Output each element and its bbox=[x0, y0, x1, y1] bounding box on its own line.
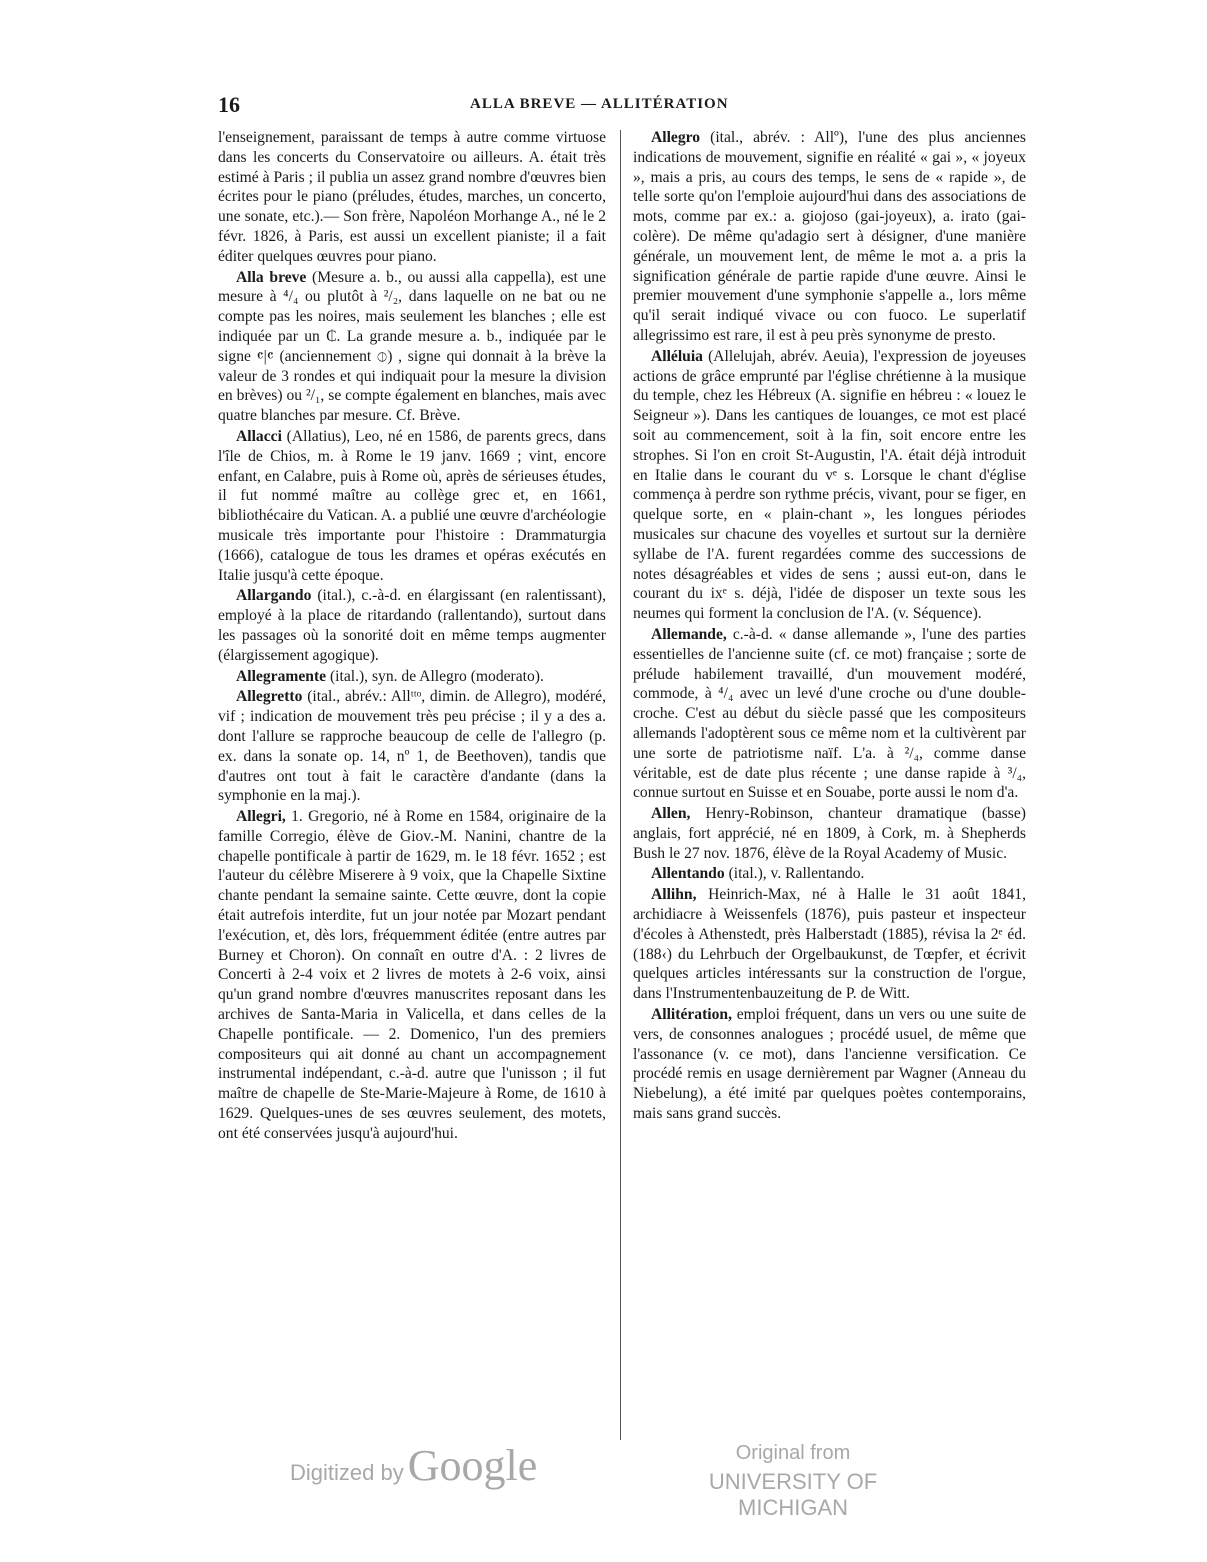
entry-headword: Allegro bbox=[651, 129, 701, 146]
entry-headword: Allegri, bbox=[236, 808, 286, 826]
entry-text: (ital.), v. Rallentando. bbox=[728, 865, 865, 883]
entry-continuation bbox=[218, 128, 606, 267]
entry-headword: Allemande, bbox=[651, 625, 727, 643]
entry-allegretto bbox=[218, 687, 606, 806]
entry-headword: Allen, bbox=[651, 805, 691, 823]
entry-headword: Allegramente bbox=[236, 667, 327, 685]
entry-text: Henry-Robinson, chanteur dramatique (basse) anglais, fort apprécié, né en 1809, à Cork, m. à Shepherds Bush le 27 nov. 1876, élève de la Royal Academy of Music. bbox=[633, 805, 1026, 862]
entry-text: (ital., abrév. : Allº), l'une des plus anciennes indications de mouvement, signifie en réalité « gai », « joyeux », mais a pris, au cours des temps, le sens de « rapide », de telle sorte qu'on l'emploie aujourd'hui dans des associations de mots, comme par ex.: a. giojoso (gai-joyeux), a. irato (gai-colère). De même qu'adagio sert à désigner, d'une manière générale, un mouvement lent, de même le mot a. a pris la signification générale de partie rapide d'une œuvre. Ainsi le premier mouvement d'une symphonie s'appelle a., lors même qu'il serait indiqué vivace ou con fuoco. Le superlatif allegrissimo est rare, il est à peu près synonyme de presto. bbox=[633, 129, 1026, 344]
entry-headword: Allargando bbox=[236, 587, 312, 605]
entry-text: emploi fréquent, dans un vers ou une suite de vers, de consonnes analogues ; procédé usuel, de même que l'assonance (v. ce mot), dans l'ancienne versification. Ce procédé remis en usage dernièrement par Wagner (Anneau du Niebelung), a été imité par quelques poètes contemporains, mais sans grand succès. bbox=[633, 1006, 1026, 1123]
entry-headword: Allacci bbox=[236, 427, 282, 445]
digitized-prefix: Digitized by bbox=[290, 1460, 404, 1485]
university-label: UNIVERSITY OF MICHIGAN bbox=[708, 1469, 878, 1520]
running-title: ALLA BREVE — ALLITÉRATION bbox=[470, 96, 729, 112]
original-from-label: Original from bbox=[735, 1442, 851, 1464]
entry-text: (Allatius), Leo, né en 1586, de parents grecs, dans l'île de Chios, m. à Rome le 19 janv. 1669 ; vint, encore enfant, en Calabre, puis à Rome où, après de sérieuses études, il fut nommé maître au collège grec et, en 1661, bibliothécaire du Vatican. A. a publié une œuvre d'archéologie musicale très importante pour l'histoire : Drammaturgia (1666), catalogue de tous les drames et opéras exécutés en Italie jusqu'à cette époque. bbox=[218, 427, 606, 584]
entry-allacci bbox=[218, 427, 606, 585]
entry-allargando bbox=[218, 586, 606, 665]
entry-text: (Allelujah, abrév. Aeuia), l'expression de joyeuses actions de grâce emprunté par l'église chrétienne à la musique du temple, chez les Hébreux (A. signifie en hébreu : « louez le Seigneur »). Dans les cantiques de louanges, ce mot est placé soit au commencement, soit à la fin, soit encore entre les strophes. Si l'on en croit St-Augustin, l'A. était déjà introduit en Italie dans le courant du vᵉ s. Lorsque le chant d'église commença à perdre son rythme précis, vivant, pour se figer, en quelque sorte, en « plain-chant », les longues périodes musicales sur chacune des voyelles et surtout sur la dernière syllabe de l'A. furent regardées comme des successions de notes désagréables et vides de sens ; aussi eut-on, dans le courant du ixᵉ s. déjà, l'idée de disposer un texte sous les neumes qui forment la conclusion de l'A. (v. Séquence). bbox=[633, 347, 1026, 623]
entry-allegri bbox=[218, 807, 606, 1144]
entry-allen bbox=[633, 804, 1026, 863]
entry-text: (ital.), syn. de Allegro (moderato). bbox=[329, 667, 544, 685]
entry-headword: Allihn, bbox=[651, 886, 697, 904]
entry-allemande bbox=[633, 625, 1026, 803]
left-column bbox=[218, 128, 606, 1145]
google-logo: Google bbox=[407, 1441, 538, 1490]
entry-headword: Allitération, bbox=[651, 1006, 732, 1024]
right-column bbox=[633, 128, 1026, 1125]
entry-allegro bbox=[633, 128, 1026, 346]
entry-alla-breve bbox=[218, 268, 606, 426]
entry-headword: Allentando bbox=[651, 865, 725, 883]
entry-headword: Alla breve bbox=[236, 268, 307, 286]
entry-alliteration bbox=[633, 1005, 1026, 1124]
entry-text: (Mesure a. b., ou aussi alla cappella), est une mesure à ⁴/₄ ou plutôt à ²/₂, dans laquelle on ne bat ou ne compte pas les noires, mais seulement les blanches ; elle est indiquée par un ₵. La grande mesure a. b., indiquée par le signe 𝄴|𝄴 (anciennement ⦶) , signe qui donnait à la brève la valeur de 3 rondes et qui indiquait pour la mesure la division en brèves) ou ²/₁, se compte également en blanches, mais avec quatre blanches par mesure. Cf. Brève. bbox=[218, 268, 606, 425]
digitized-by-watermark bbox=[290, 1440, 537, 1491]
entry-text: c.-à-d. « danse allemande », l'une des parties essentielles de l'ancienne suite (cf. ce mot) française ; sorte de prélude habilement travaillé, d'un mouvement modéré, commode, à ⁴/₄ avec un levé d'une croche ou d'une double-croche. C'est au début du siècle passé que les compositeurs allemands l'adoptèrent sous ce même nom et la cultivèrent par une sorte de patriotisme naïf. L'a. à ²/₄, comme danse véritable, est de date plus récente ; une danse rapide à ³/₄, connue surtout en Suisse et en Souabe, porte aussi le nom d'a. bbox=[633, 625, 1026, 802]
entry-allegramente bbox=[218, 667, 606, 687]
entry-text: l'enseignement, paraissant de temps à autre comme virtuose dans les concerts du Conservatoire ou ailleurs. A. était très estimé à Paris ; il publia un assez grand nombre d'œuvres bien écrites pour le piano (préludes, études, marches, un concerto, une sonate, etc.).— Son frère, Napoléon Morhange A., né le 2 févr. 1826, à Paris, est aussi un excellent pianiste; il a fait éditer quelques œuvres pour piano. bbox=[218, 129, 606, 265]
entry-allentando bbox=[633, 864, 1026, 884]
entry-text: 1. Gregorio, né à Rome en 1584, originaire de la famille Corregio, élève de Giov.-M. Nanini, chantre de la chapelle pontificale à partir de 1629, m. le 18 févr. 1652 ; est l'auteur du célèbre Miserere à 9 voix, que la Chapelle Sixtine chante pendant la semaine sainte. Cette œuvre, dont la copie était autrefois interdite, fut un jour notée par Mozart pendant l'exécution, et, dès lors, fréquemment éditée (entre autres par Burney et Choron). On connaît en outre d'A. : 2 livres de Concerti à 2-4 voix et 2 livres de motets à 2-6 voix, ainsi qu'un grand nombre d'œuvres manuscrites reposant dans les archives de Santa-Maria in Valicella, et dans celles de la Chapelle pontificale. — 2. Domenico, l'un des premiers compositeurs qui ait donné au chant un accompagnement instrumental indépendant, c.-à-d. autre que l'unisson ; il fut maître de chapelle de Ste-Marie-Majeure à Rome, de 1610 à 1629. Quelques-unes de ses œuvres seulement, des motets, ont été conservées jusqu'à aujourd'hui. bbox=[218, 808, 606, 1142]
entry-text: (ital., abrév.: Allᵗᵗᵒ, dimin. de Allegro), modéré, vif ; indication de mouvement très peu précise ; il y a des a. dont l'allure se rapproche beaucoup de celle de l'allegro (p. ex. dans la sonate op. 14, nº 1, de Beethoven), tandis que d'autres ont tout à fait le caractère d'andante (dans la symphonie en la maj.). bbox=[218, 688, 606, 805]
entry-headword: Allegretto bbox=[236, 688, 303, 706]
entry-headword: Alléluia bbox=[651, 347, 703, 365]
entry-allihn bbox=[633, 885, 1026, 1004]
column-divider bbox=[620, 130, 621, 1440]
original-source-watermark bbox=[668, 1442, 918, 1521]
page-number: 16 bbox=[218, 92, 240, 117]
entry-text: Heinrich-Max, né à Halle le 31 août 1841, archidiacre à Weissenfels (1876), puis pasteur et inspecteur d'écoles à Athenstedt, près Halberstadt (1885), révisa la 2ᵉ éd. (188‹) du Lehrbuch der Orgelbaukunst, de Tœpfer, et écrivit quelques articles intéressants sur la construction de l'orgue, dans l'Instrumentenbauzeitung de P. de Witt. bbox=[633, 886, 1026, 1003]
entry-text: (ital.), c.-à-d. en élargissant (en ralentissant), employé à la place de ritardando (rallentando), surtout dans les passages où la sonorité doit en même temps augmenter (élargissement agogique). bbox=[218, 587, 606, 664]
entry-alleluia bbox=[633, 347, 1026, 624]
